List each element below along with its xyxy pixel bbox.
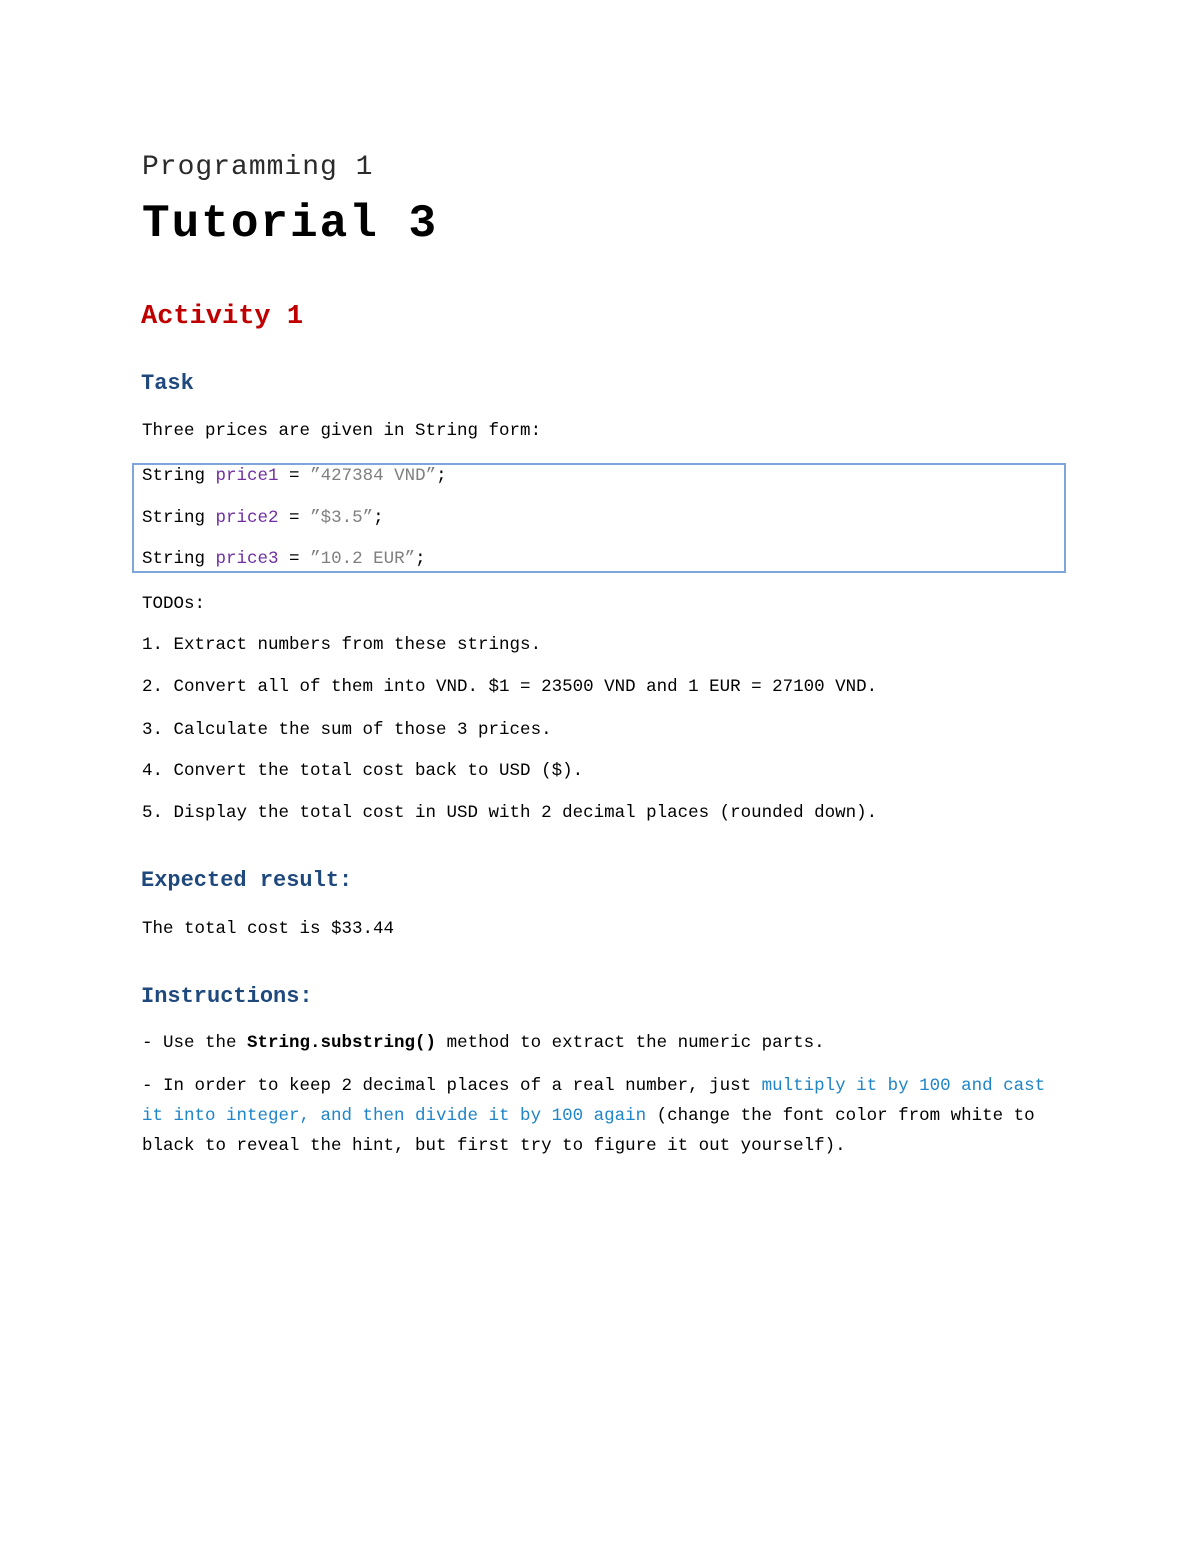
task-heading: Task xyxy=(141,371,194,396)
code-type: String xyxy=(142,466,206,486)
code-variable: price1 xyxy=(215,466,279,486)
task-intro: Three prices are given in String form: xyxy=(142,421,542,441)
todo-item-5: 5. Display the total cost in USD with 2 decimal places (rounded down). xyxy=(142,803,878,823)
method-name: String.substring() xyxy=(247,1033,437,1053)
code-variable: price2 xyxy=(215,508,279,528)
todo-item-4: 4. Convert the total cost back to USD ($). xyxy=(142,761,584,781)
instructions-heading: Instructions: xyxy=(141,984,313,1009)
todo-item-1: 1. Extract numbers from these strings. xyxy=(142,635,542,655)
expected-result-text: The total cost is $33.44 xyxy=(142,919,395,939)
hidden-hint-text: multiply it by 100 and cast it into integer, and then divide it by 100 again xyxy=(142,1076,1046,1126)
code-type: String xyxy=(142,549,206,569)
todos-label: TODOs: xyxy=(142,594,206,614)
code-string-value: ”$3.5” xyxy=(310,508,374,528)
instruction-1-suffix: method to extract the numeric parts. xyxy=(436,1033,825,1053)
activity-heading: Activity 1 xyxy=(141,302,304,332)
code-semicolon: ; xyxy=(373,508,384,528)
expected-result-heading: Expected result: xyxy=(141,868,353,893)
instruction-1-prefix: - Use the xyxy=(142,1033,248,1053)
code-semicolon: ; xyxy=(415,549,426,569)
todo-item-2: 2. Convert all of them into VND. $1 = 23500 VND and 1 EUR = 27100 VND. xyxy=(142,677,878,697)
todo-item-3: 3. Calculate the sum of those 3 prices. xyxy=(142,720,552,740)
code-variable: price3 xyxy=(215,549,279,569)
code-type: String xyxy=(142,508,206,528)
page-title: Tutorial 3 xyxy=(142,198,439,250)
code-semicolon: ; xyxy=(436,466,447,486)
course-subtitle: Programming 1 xyxy=(142,152,374,183)
instruction-2-prefix: - In order to keep 2 decimal places of a real number, just xyxy=(142,1076,762,1096)
code-string-value: ”427384 VND” xyxy=(310,466,437,486)
code-line-1 xyxy=(142,466,447,486)
code-operator: = xyxy=(278,466,311,486)
code-line-2 xyxy=(142,508,384,528)
instruction-2 xyxy=(142,1071,1062,1161)
code-operator: = xyxy=(278,549,311,569)
code-string-value: ”10.2 EUR” xyxy=(310,549,416,569)
code-operator: = xyxy=(278,508,311,528)
instruction-1 xyxy=(142,1033,825,1053)
code-line-3 xyxy=(142,549,426,569)
instruction-2-suffix: (change the font color from white to black to reveal the hint, but first try to figure it out yourself). xyxy=(142,1106,1035,1156)
